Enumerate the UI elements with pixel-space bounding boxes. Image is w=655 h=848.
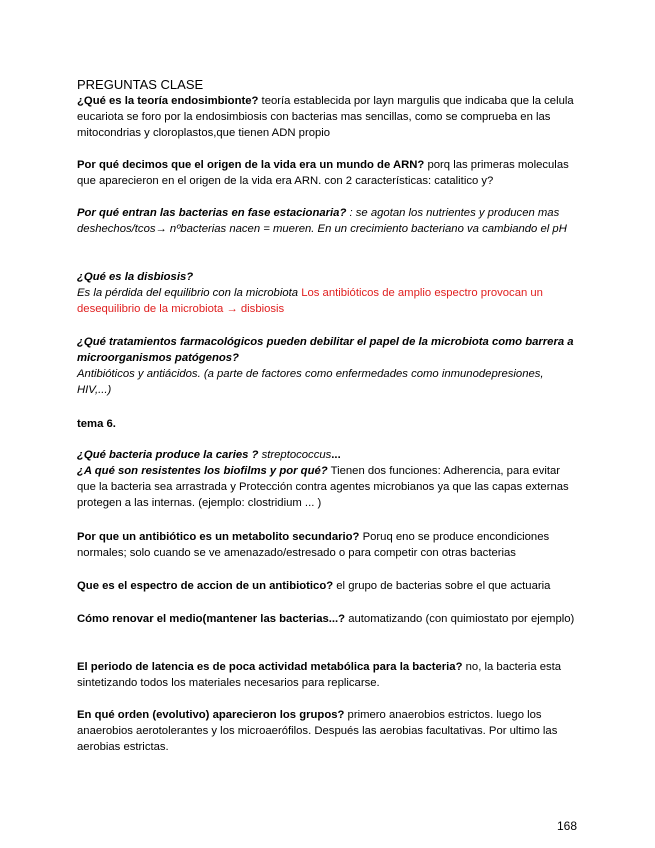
question: ¿Qué tratamientos farmacológicos pueden debilitar el papel de la microbiota como barrera a microorganismos patógenos? [77,336,574,364]
answer: Poruq eno se produce encondiciones normales; solo cuando se ve amenazado/estresado o para competir con otras bacterias [77,531,550,559]
question: ¿Qué bacteria produce la caries ? [77,449,259,461]
answer: streptococcus [258,449,332,461]
qa-antibiotic-metabolite [77,529,577,561]
question: Que es el espectro de accion de un antibiotico? [77,580,334,592]
qa-evolutionary-order [77,707,577,755]
qa-latency-period [77,659,577,691]
answer: Es la pérdida del equilibrio con la microbiota [77,287,302,299]
qa-dysbiosis [77,269,577,317]
question: En qué orden (evolutivo) aparecieron los grupos? [77,709,345,721]
answer: el grupo de bacterias sobre el que actuaria [333,580,551,592]
qa-rna-world [77,157,577,189]
answer: Tienen dos funciones: Adherencia, para evitar que la bacteria sea arrastrada y Protección contra agentes microbianos ya que las capas externas protegen a las internas. (ejemplo: clostridium ... ) [77,465,569,509]
qa-caries [77,447,577,463]
answer-highlight: Los antibióticos de amplio espectro provocan un desequilibrio de la microbiota → disbiosis [77,287,543,315]
answer: no, la bacteria esta sintetizando todos los materiales necesarios para replicarse. [77,661,562,689]
qa-biofilms [77,463,577,511]
question: Por qué entran las bacterias en fase estacionaria? [77,207,347,219]
question: ¿A qué son resistentes los biofilms y por qué? [77,465,328,477]
answer: porq las primeras moleculas que aparecieron en el origen de la vida era ARN. con 2 características: catalitico y? [77,159,569,187]
qa-pharma-treatments [77,334,577,398]
question: Cómo renovar el medio(mantener las bacterias...? [77,613,346,625]
question: El periodo de latencia es de poca actividad metabólica para la bacteria? [77,661,463,673]
question: Por que un antibiótico es un metabolito secundario? [77,531,360,543]
question: Por qué decimos que el origen de la vida era un mundo de ARN? [77,159,425,171]
qa-stationary-phase [77,205,577,237]
question: ¿Qué es la teoría endosimbionte? [77,95,259,107]
qa-renew-medium [77,611,577,627]
page-number: 168 [557,819,578,833]
answer: automatizando (con quimiostato por ejemplo) [345,613,575,625]
answer: : se agotan los nutrientes y producen mas deshechos/tcos→ nºbacterias nacen = mueren. En un crecimiento bacteriano va cambiando el pH [77,207,567,235]
qa-action-spectrum [77,578,577,594]
answer: Antibióticos y antiácidos. (a parte de factores como enfermedades como inmunodepresiones, HIV,...) [77,368,544,396]
answer: primero anaerobios estrictos. luego los anaerobios aerotolerantes y los microaerófilos. Después las aerobias facultativas. Por ultimo las aerobias estrictas. [77,709,558,753]
section-tema-6: tema 6. [77,418,116,430]
answer-tail: ... [331,449,341,461]
question: ¿Qué es la disbiosis? [77,271,194,283]
qa-endosymbiont [77,93,577,141]
answer: teoría establecida por layn margulis que indicaba que la celula eucariota se foro por la endosimbiosis con bacterias mas sencillas, como se comprueba en las mitocondrias y cloroplastos,que tienen ADN propio [77,95,574,139]
page-heading: PREGUNTAS CLASE [77,77,204,92]
